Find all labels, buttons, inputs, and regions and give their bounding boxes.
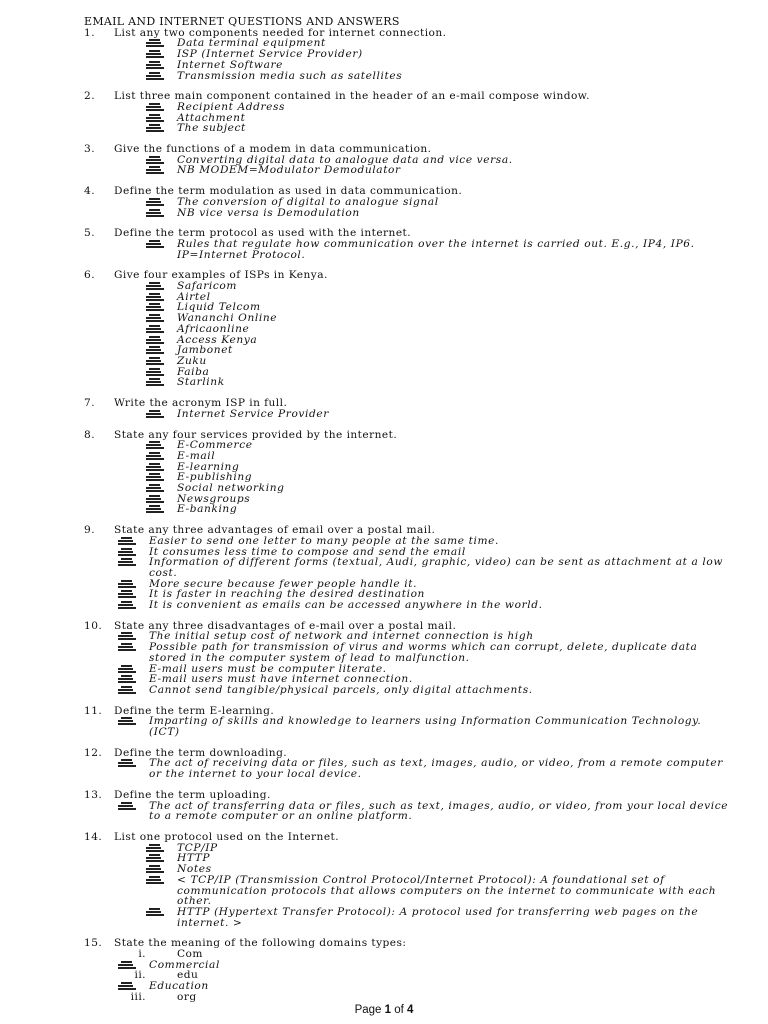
question-item xyxy=(84,28,734,82)
answer-text: Zuku xyxy=(177,354,207,367)
answer-text: Recipient Address xyxy=(177,100,286,113)
answer-text: Attachment xyxy=(177,111,246,124)
answer-item xyxy=(84,123,734,134)
answer-list xyxy=(84,102,734,134)
answer-item xyxy=(84,758,734,779)
question-item xyxy=(84,832,734,928)
answer-text: E-publishing xyxy=(177,471,253,484)
bullet-icon xyxy=(146,240,164,248)
question-item xyxy=(84,144,734,176)
bullet-icon xyxy=(146,484,164,492)
answer-item xyxy=(84,71,734,82)
answer-text: Jambonet xyxy=(177,344,233,357)
bullet-icon xyxy=(146,495,164,503)
answer-list xyxy=(84,197,734,218)
question-item xyxy=(84,91,734,134)
answer-text: Liquid Telcom xyxy=(177,301,261,314)
answer-text: E-learning xyxy=(177,460,240,473)
bullet-icon xyxy=(146,357,164,365)
answer-text: E-Commerce xyxy=(177,439,253,452)
answer-item xyxy=(84,801,734,822)
bullet-icon xyxy=(118,759,136,767)
answer-text: Transmission media such as satellites xyxy=(177,69,403,82)
bullet-icon xyxy=(146,854,164,862)
bullet-icon xyxy=(146,346,164,354)
answer-text: Data terminal equipment xyxy=(177,37,326,50)
question-number: 10. xyxy=(84,619,103,632)
answer-text: Converting digital data to analogue data and vice versa. xyxy=(177,153,513,166)
domain-term-row xyxy=(84,992,734,1003)
answer-list xyxy=(84,239,734,260)
bullet-icon xyxy=(118,982,136,990)
answer-item xyxy=(84,907,734,928)
bullet-icon xyxy=(146,844,164,852)
bullet-icon xyxy=(146,463,164,471)
answer-text: Rules that regulate how communication over the internet is carried out. E.g., IP4, IP6. IP=Internet Protocol. xyxy=(177,237,695,261)
bullet-icon xyxy=(118,558,136,566)
bullet-icon xyxy=(146,72,164,80)
answer-item xyxy=(84,685,734,696)
bullet-icon xyxy=(118,686,136,694)
bullet-icon xyxy=(146,198,164,206)
footer-of: of xyxy=(391,1004,408,1016)
bullet-icon xyxy=(118,717,136,725)
answer-text: Social networking xyxy=(177,482,285,495)
answer-item xyxy=(84,642,734,663)
answer-text: Internet Service Provider xyxy=(177,407,329,420)
answer-text: Possible path for transmission of virus and worms which can corrupt, delete, duplicate data stored in the computer system of lead to malfunction. xyxy=(149,641,698,664)
answer-list xyxy=(84,631,734,695)
answer-text: Faiba xyxy=(177,365,210,378)
question-text: Give the functions of a modem in data communication. xyxy=(114,143,432,156)
question-number: 4. xyxy=(84,185,96,198)
bullet-icon xyxy=(146,505,164,513)
answer-item xyxy=(84,377,734,388)
roman-numeral: ii. xyxy=(134,969,146,982)
question-text: List three main component contained in the header of an e-mail compose window. xyxy=(114,90,590,103)
answer-text: Easier to send one letter to many people at the same time. xyxy=(149,534,499,547)
answer-item xyxy=(84,716,734,737)
question-text: Define the term E-learning. xyxy=(114,704,275,717)
question-number: 12. xyxy=(84,746,103,759)
bullet-icon xyxy=(118,802,136,810)
question-number: 14. xyxy=(84,831,103,843)
roman-numeral: i. xyxy=(138,948,146,961)
answer-text: < TCP/IP (Transmission Control Protocol/Internet Protocol): A foundational set of communication protocols that allows computers on the internet to communicate with each other. xyxy=(177,873,717,908)
answer-text: It consumes less time to compose and send the email xyxy=(149,545,466,558)
bullet-icon xyxy=(146,908,164,916)
question-number: 1. xyxy=(84,26,96,39)
bullet-icon xyxy=(118,643,136,651)
bullet-icon xyxy=(118,632,136,640)
answer-item xyxy=(84,600,734,611)
bullet-icon xyxy=(146,124,164,132)
answer-text: Notes xyxy=(177,863,212,876)
bullet-icon xyxy=(118,548,136,556)
answer-text: TCP/IP xyxy=(177,841,218,854)
question-item xyxy=(84,790,734,822)
question-15 xyxy=(84,938,734,1002)
question-item xyxy=(84,228,734,260)
document-title: EMAIL AND INTERNET QUESTIONS AND ANSWERS xyxy=(84,15,400,28)
question-item xyxy=(84,621,734,696)
answer-text: Starlink xyxy=(177,376,225,389)
answer-text: The act of receiving data or files, such as text, images, audio, or video, from a remote computer or the internet to your local device. xyxy=(149,757,723,781)
bullet-icon xyxy=(146,336,164,344)
domain-meaning-text: Education xyxy=(149,980,209,993)
answer-item xyxy=(84,557,734,578)
answer-list xyxy=(84,409,734,420)
answer-text: The conversion of digital to analogue signal xyxy=(177,195,439,208)
answer-text: Imparting of skills and knowledge to learners using Information Communication Technology. (ICT) xyxy=(149,715,702,739)
question-text: Give four examples of ISPs in Kenya. xyxy=(114,269,328,282)
bullet-icon xyxy=(146,50,164,58)
bullet-icon xyxy=(146,876,164,884)
question-number: 8. xyxy=(84,428,96,441)
bullet-icon xyxy=(118,580,136,588)
bullet-icon xyxy=(118,675,136,683)
footer-total-pages: 4 xyxy=(407,1004,414,1016)
answer-item xyxy=(84,208,734,219)
question-number: 9. xyxy=(84,524,96,537)
question-list xyxy=(84,28,734,939)
bullet-icon xyxy=(118,537,136,545)
answer-list xyxy=(84,758,734,779)
question-item xyxy=(84,706,734,738)
question-text: Define the term protocol as used with the internet. xyxy=(114,227,412,240)
question-text: List any two components needed for internet connection. xyxy=(114,26,447,39)
question-item xyxy=(84,430,734,516)
answer-list xyxy=(84,536,734,611)
bullet-icon xyxy=(146,293,164,301)
bullet-icon xyxy=(146,61,164,69)
answer-text: The act of transferring data or files, such as text, images, audio, or video, from your local device to a remote computer or an online platform. xyxy=(149,799,729,823)
question-text: Define the term modulation as used in data communication. xyxy=(114,185,463,198)
answer-text: More secure because fewer people handle it. xyxy=(149,577,418,590)
answer-text: Information of different forms (textual, Audi, graphic, video) can be sent as attachment at a low cost. xyxy=(149,556,723,579)
question-item xyxy=(84,398,734,419)
answer-list xyxy=(84,716,734,737)
answer-list xyxy=(84,440,734,515)
question-item xyxy=(84,525,734,611)
answer-text: NB vice versa is Demodulation xyxy=(177,206,360,219)
domain-term: Com xyxy=(177,948,203,961)
bullet-icon xyxy=(146,378,164,386)
question-text: Define the term uploading. xyxy=(114,788,271,801)
domain-meaning-text: Commercial xyxy=(149,958,220,971)
answer-list xyxy=(84,281,734,388)
question-number: 11. xyxy=(84,704,103,717)
answer-text: HTTP xyxy=(177,852,211,865)
answer-list xyxy=(84,801,734,822)
document-body xyxy=(84,17,734,1003)
bullet-icon xyxy=(146,865,164,873)
answer-text: E-mail users must be computer literate. xyxy=(149,662,387,675)
bullet-icon xyxy=(118,961,136,969)
footer-prefix: Page xyxy=(354,1004,385,1016)
domain-term: edu xyxy=(177,969,199,982)
answer-text: E-mail users must have internet connection. xyxy=(149,673,413,686)
answer-item xyxy=(84,875,734,907)
bullet-icon xyxy=(146,166,164,174)
roman-numeral: iii. xyxy=(130,990,146,1003)
question-text: Define the term downloading. xyxy=(114,746,288,759)
bullet-icon xyxy=(146,39,164,47)
bullet-icon xyxy=(146,282,164,290)
answer-text: E-banking xyxy=(177,503,238,516)
answer-text: It is convenient as emails can be accessed anywhere in the world. xyxy=(149,599,543,612)
answer-text: The initial setup cost of network and internet connection is high xyxy=(149,630,534,643)
bullet-icon xyxy=(118,590,136,598)
question-gap xyxy=(84,420,734,430)
question-number: 5. xyxy=(84,227,96,240)
bullet-icon xyxy=(146,441,164,449)
answer-text: Africaonline xyxy=(177,322,250,335)
bullet-icon xyxy=(146,368,164,376)
question-number: 2. xyxy=(84,90,96,103)
bullet-icon xyxy=(146,156,164,164)
question-number: 6. xyxy=(84,269,96,282)
answer-text: E-mail xyxy=(177,449,216,462)
answer-item xyxy=(84,504,734,515)
bullet-icon xyxy=(146,209,164,217)
answer-text: It is faster in reaching the desired destination xyxy=(149,588,425,601)
question-number: 7. xyxy=(84,397,96,410)
answer-text: HTTP (Hypertext Transfer Protocol): A protocol used for transferring web pages on the internet. > xyxy=(177,905,699,929)
answer-list xyxy=(84,843,734,929)
question-text: State any three advantages of email over a postal mail. xyxy=(114,524,436,537)
question-text: State any four services provided by the internet. xyxy=(114,428,398,441)
bullet-icon xyxy=(118,601,136,609)
question-item xyxy=(84,270,734,388)
answer-text: Wananchi Online xyxy=(177,312,278,325)
question-item xyxy=(84,186,734,218)
domain-term: org xyxy=(177,990,197,1003)
answer-text: The subject xyxy=(177,122,246,135)
question-item xyxy=(84,748,734,780)
footer-current-page: 1 xyxy=(384,1004,392,1016)
bullet-icon xyxy=(146,452,164,460)
answer-item xyxy=(84,409,734,420)
answer-text: Newsgroups xyxy=(177,492,251,505)
question-text: List one protocol used on the Internet. xyxy=(114,831,340,843)
answer-text: Access Kenya xyxy=(177,333,258,346)
question-text: State the meaning of the following domains types: xyxy=(114,937,407,950)
domain-list xyxy=(84,949,734,1003)
answer-text: Cannot send tangible/physical parcels, only digital attachments. xyxy=(149,683,533,696)
answer-item xyxy=(84,165,734,176)
bullet-icon xyxy=(146,114,164,122)
answer-text: Airtel xyxy=(177,290,211,303)
bullet-icon xyxy=(146,473,164,481)
answer-list xyxy=(84,155,734,176)
answer-item xyxy=(84,239,734,260)
bullet-icon xyxy=(146,314,164,322)
bullet-icon xyxy=(146,410,164,418)
bullet-icon xyxy=(146,303,164,311)
bullet-icon xyxy=(118,665,136,673)
question-text: State any three disadvantages of e-mail over a postal mail. xyxy=(114,619,457,632)
bullet-icon xyxy=(146,103,164,111)
question-number: 15. xyxy=(84,937,103,950)
answer-text: Safaricom xyxy=(177,280,238,293)
question-text: Write the acronym ISP in full. xyxy=(114,397,288,410)
bullet-icon xyxy=(146,325,164,333)
answer-text: Internet Software xyxy=(177,58,284,71)
question-number: 13. xyxy=(84,788,103,801)
question-number: 3. xyxy=(84,143,96,156)
answer-list xyxy=(84,38,734,81)
answer-text: NB MODEM=Modulator Demodulator xyxy=(177,164,401,177)
answer-text: ISP (Internet Service Provider) xyxy=(177,48,363,61)
page-footer xyxy=(0,1004,768,1016)
